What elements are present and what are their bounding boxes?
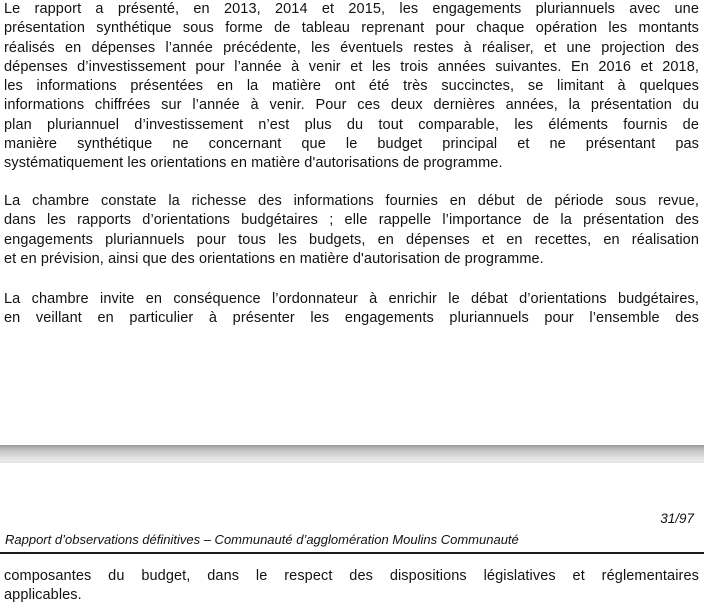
text-line: engagements pluriannuels pour tous les budgets, en dépenses et en recettes, en réalisation	[4, 231, 699, 248]
header-rule	[0, 552, 704, 554]
text-line: et en prévision, ainsi que des orientations en matière d'autorisation de programme.	[4, 250, 544, 267]
text-line: informations chiffrées sur l’année à venir. Pour ces deux dernières années, la présentation du	[4, 97, 699, 114]
paragraph-chambre-invite	[4, 290, 699, 329]
text-line: Le rapport a présenté, en 2013, 2014 et 2015, les engagements pluriannuels avec une	[4, 1, 699, 17]
paragraph-chambre-constate	[4, 192, 699, 269]
text-line: La chambre invite en conséquence l’ordonnateur à enrichir le débat d’orientations budgétaires,	[4, 291, 699, 307]
text-line: systématiquement les orientations en matière d'autorisations de programme.	[4, 155, 503, 171]
paragraph-composantes-budget	[4, 567, 699, 606]
text-line: applicables.	[4, 587, 82, 604]
page-gap-separator	[0, 445, 704, 463]
text-line: plan pluriannuel d’investissement n’est plus du tout comparable, les éléments fournis de	[4, 116, 699, 133]
text-line: les informations présentées en la matière ont été très succinctes, se limitant à quelques	[4, 78, 699, 94]
text-line: présentation synthétique sous forme de tableau reprenant pour chaque opération les montants	[4, 20, 699, 37]
text-line: en veillant en particulier à présenter les engagements pluriannuels pour l’ensemble des	[4, 310, 699, 327]
paragraph-engagements-pluriannuels	[4, 0, 699, 173]
running-header-title: Rapport d’observations définitives – Communauté d’agglomération Moulins Communauté	[5, 532, 519, 547]
page-number: 31/97	[660, 511, 694, 526]
text-line: dépenses d’investissement pour l’année à venir et les trois années suivantes. En 2016 et 2018,	[4, 58, 699, 75]
text-line: La chambre constate la richesse des informations fournies en début de période sous revue,	[4, 193, 699, 209]
text-line: composantes du budget, dans le respect des dispositions législatives et réglementaires	[4, 568, 699, 584]
text-line: dans les rapports d’orientations budgétaires ; elle rappelle l’importance de la présentation des	[4, 212, 699, 229]
text-line: manière synthétique ne concernant que le budget principal et ne présentant pas	[4, 135, 699, 152]
text-line: réalisés en dépenses l’année précédente, les éventuels restes à réaliser, et une projection des	[4, 39, 699, 56]
